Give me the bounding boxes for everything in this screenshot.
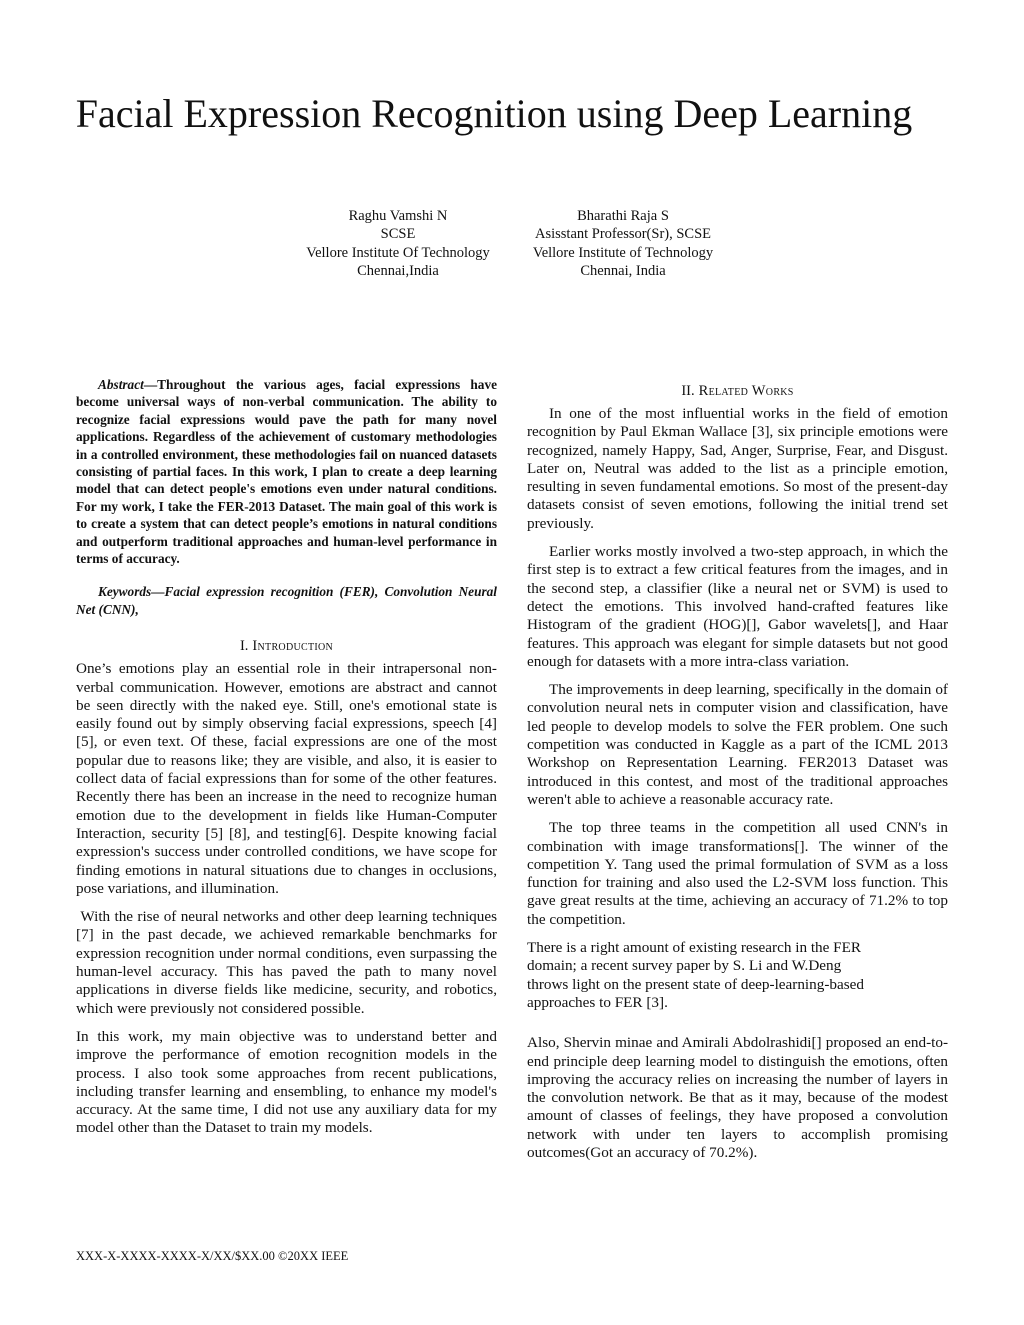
intro-paragraph-2: With the rise of neural networks and other deep learning techniques [7] in the past decade, we achieved remarkable benchmarks for expression recognition under normal conditions, even surpassing the human-level accuracy. This has paved the path to many novel applications in diverse fields like medicine, security, and robotics, which were previously not considered possible. <box>76 908 501 1017</box>
author-name: Raghu Vamshi N <box>348 208 448 224</box>
related-paragraph-1: In one of the most influential works in the field of emotion recognition by Paul Ekman Wallace [3], six principle emotions were recognized, namely Happy, Sad, Anger, Surprise, Fear, and Disgust. Later on, Neutral was added to the list as a principle emotion, resulting in seven fundamental emotions. So most of the present-day datasets consist of seven emotions, following the initial trend set previously. <box>527 405 948 532</box>
author-location: Chennai, India <box>580 262 666 279</box>
author-dept: SCSE <box>380 226 416 243</box>
abstract-label: Abstract <box>98 377 144 392</box>
keywords-text: —Facial expression recognition (FER), Convolution Neural Net (CNN), <box>76 584 497 617</box>
author-location: Chennai,India <box>357 262 439 279</box>
related-paragraph-3: The improvements in deep learning, specifically in the domain of convolution neural nets in computer vision and classification, have led people to develop models to solve the FER problem. One such competition was conducted in Kaggle as a part of the ICML 2013 Workshop on Representation Learning. FER2013 Dataset was introduced in this contest, and most of the traditional approaches weren't able to achieve a reasonable accuracy rate. <box>527 681 948 808</box>
intro-paragraph-1: One’s emotions play an essential role in their intrapersonal non-verbal communication. However, emotions are abstract and cannot be seen directly with the naked eye. Still, one's emotional state is easily found out by simply observing facial expressions, speech [4] [5], or even text. Of these, facial expressions are one of the most popular due to reasons like; they are visible, and also, it is easier to collect data of facial expressions than for some of the other features. Recently there has been an increase in the need to recognize human emotion due to the development in fields like Human-Computer Interaction, security [5] [8], and testing[6]. Despite knowing facial expression's success under controlled conditions, we have scope for finding emotions in natural situations due to changes in occlusions, pose variations, and illumination. <box>76 660 497 897</box>
section-heading-introduction <box>76 637 497 655</box>
keywords <box>76 583 497 618</box>
related-paragraph-4: The top three teams in the competition all used CNN's in combination with image transformations[]. The winner of the competition Y. Tang used the primal formulation of SVM as a loss function for training and also used the L2-SVM loss function. This gave great results at the time, achieving an accuracy of 71.2% to top the competition. <box>527 819 948 928</box>
intro-paragraph-3: In this work, my main objective was to understand better and improve the performance of emotion recognition models in the process. I also took some approaches from recent publications, including transfer learning and ensembling, to enhance my model's accuracy. At the same time, I did not use any auxiliary data for my model other than the Dataset to train my models. <box>76 1027 497 1137</box>
abstract <box>76 376 497 567</box>
related-paragraph-6: Also, Shervin minae and Amirali Abdolrashidi[] proposed an end-to-end principle deep learning model to distinguish the emotions, often improving the accuracy relies on increasing the number of layers in the convolution network. Be that as it may, because of the modest amount of classes of feelings, they have proposed a convolution network with under ten layers to accomplish promising outcomes(Got an accuracy of 70.2%). <box>527 1034 948 1161</box>
paper-title: Facial Expression Recognition using Deep Learning <box>75 91 913 136</box>
author-institution: Vellore Institute of Technology <box>532 244 714 261</box>
author-block-2 <box>503 207 743 280</box>
section-heading-related-works <box>527 382 948 400</box>
related-paragraph-2: Earlier works mostly involved a two-step approach, in which the first step is to extract a few critical features from the images, and in the second step, a classifier (like a neural net or SVM) is used to detect the emotions. This involved hand-crafted features like Histogram of the gradient (HOG)[], Gabor wavelets[], and Haar features. This approach was elegant for simple datasets but not good enough for datasets with a more intra-class variation. <box>527 543 948 670</box>
section-title: Introduction <box>252 638 334 655</box>
section-number: I. <box>239 638 249 655</box>
author-institution: Vellore Institute Of Technology <box>306 244 490 261</box>
keywords-label: Keywords <box>98 584 152 600</box>
right-column <box>527 376 948 1172</box>
author-dept: Asisstant Professor(Sr), SCSE <box>534 226 712 243</box>
section-title: Related Works <box>698 383 794 399</box>
author-name: Bharathi Raja S <box>577 208 669 224</box>
left-column <box>76 376 501 1148</box>
copyright-footer: XXX-X-XXXX-XXXX-X/XX/$XX.00 ©20XX IEEE <box>76 1249 349 1263</box>
related-paragraph-5: There is a right amount of existing research in the FER domain; a recent survey paper by S. Li and W.Deng throws light on the present state of deep-learning-based approaches to FER [3]. <box>527 939 864 1011</box>
abstract-text: —Throughout the various ages, facial expressions have become universal ways of non-verbal communication. The ability to recognize facial expressions would pave the path for many novel applications. Regardless of the achievement of customary methodologies in a controlled environment, these methodologies fail on nuanced datasets consisting of partial faces. In this work, I plan to create a deep learning model that can detect people's emotions even under natural conditions. For my work, I take the FER-2013 Dataset. The main goal of this work is to create a system that can detect people’s emotions in natural conditions and outperform traditional approaches and human-level performance in terms of accuracy. <box>76 377 497 567</box>
section-number: II. <box>681 383 695 399</box>
author-block-1 <box>278 207 518 280</box>
